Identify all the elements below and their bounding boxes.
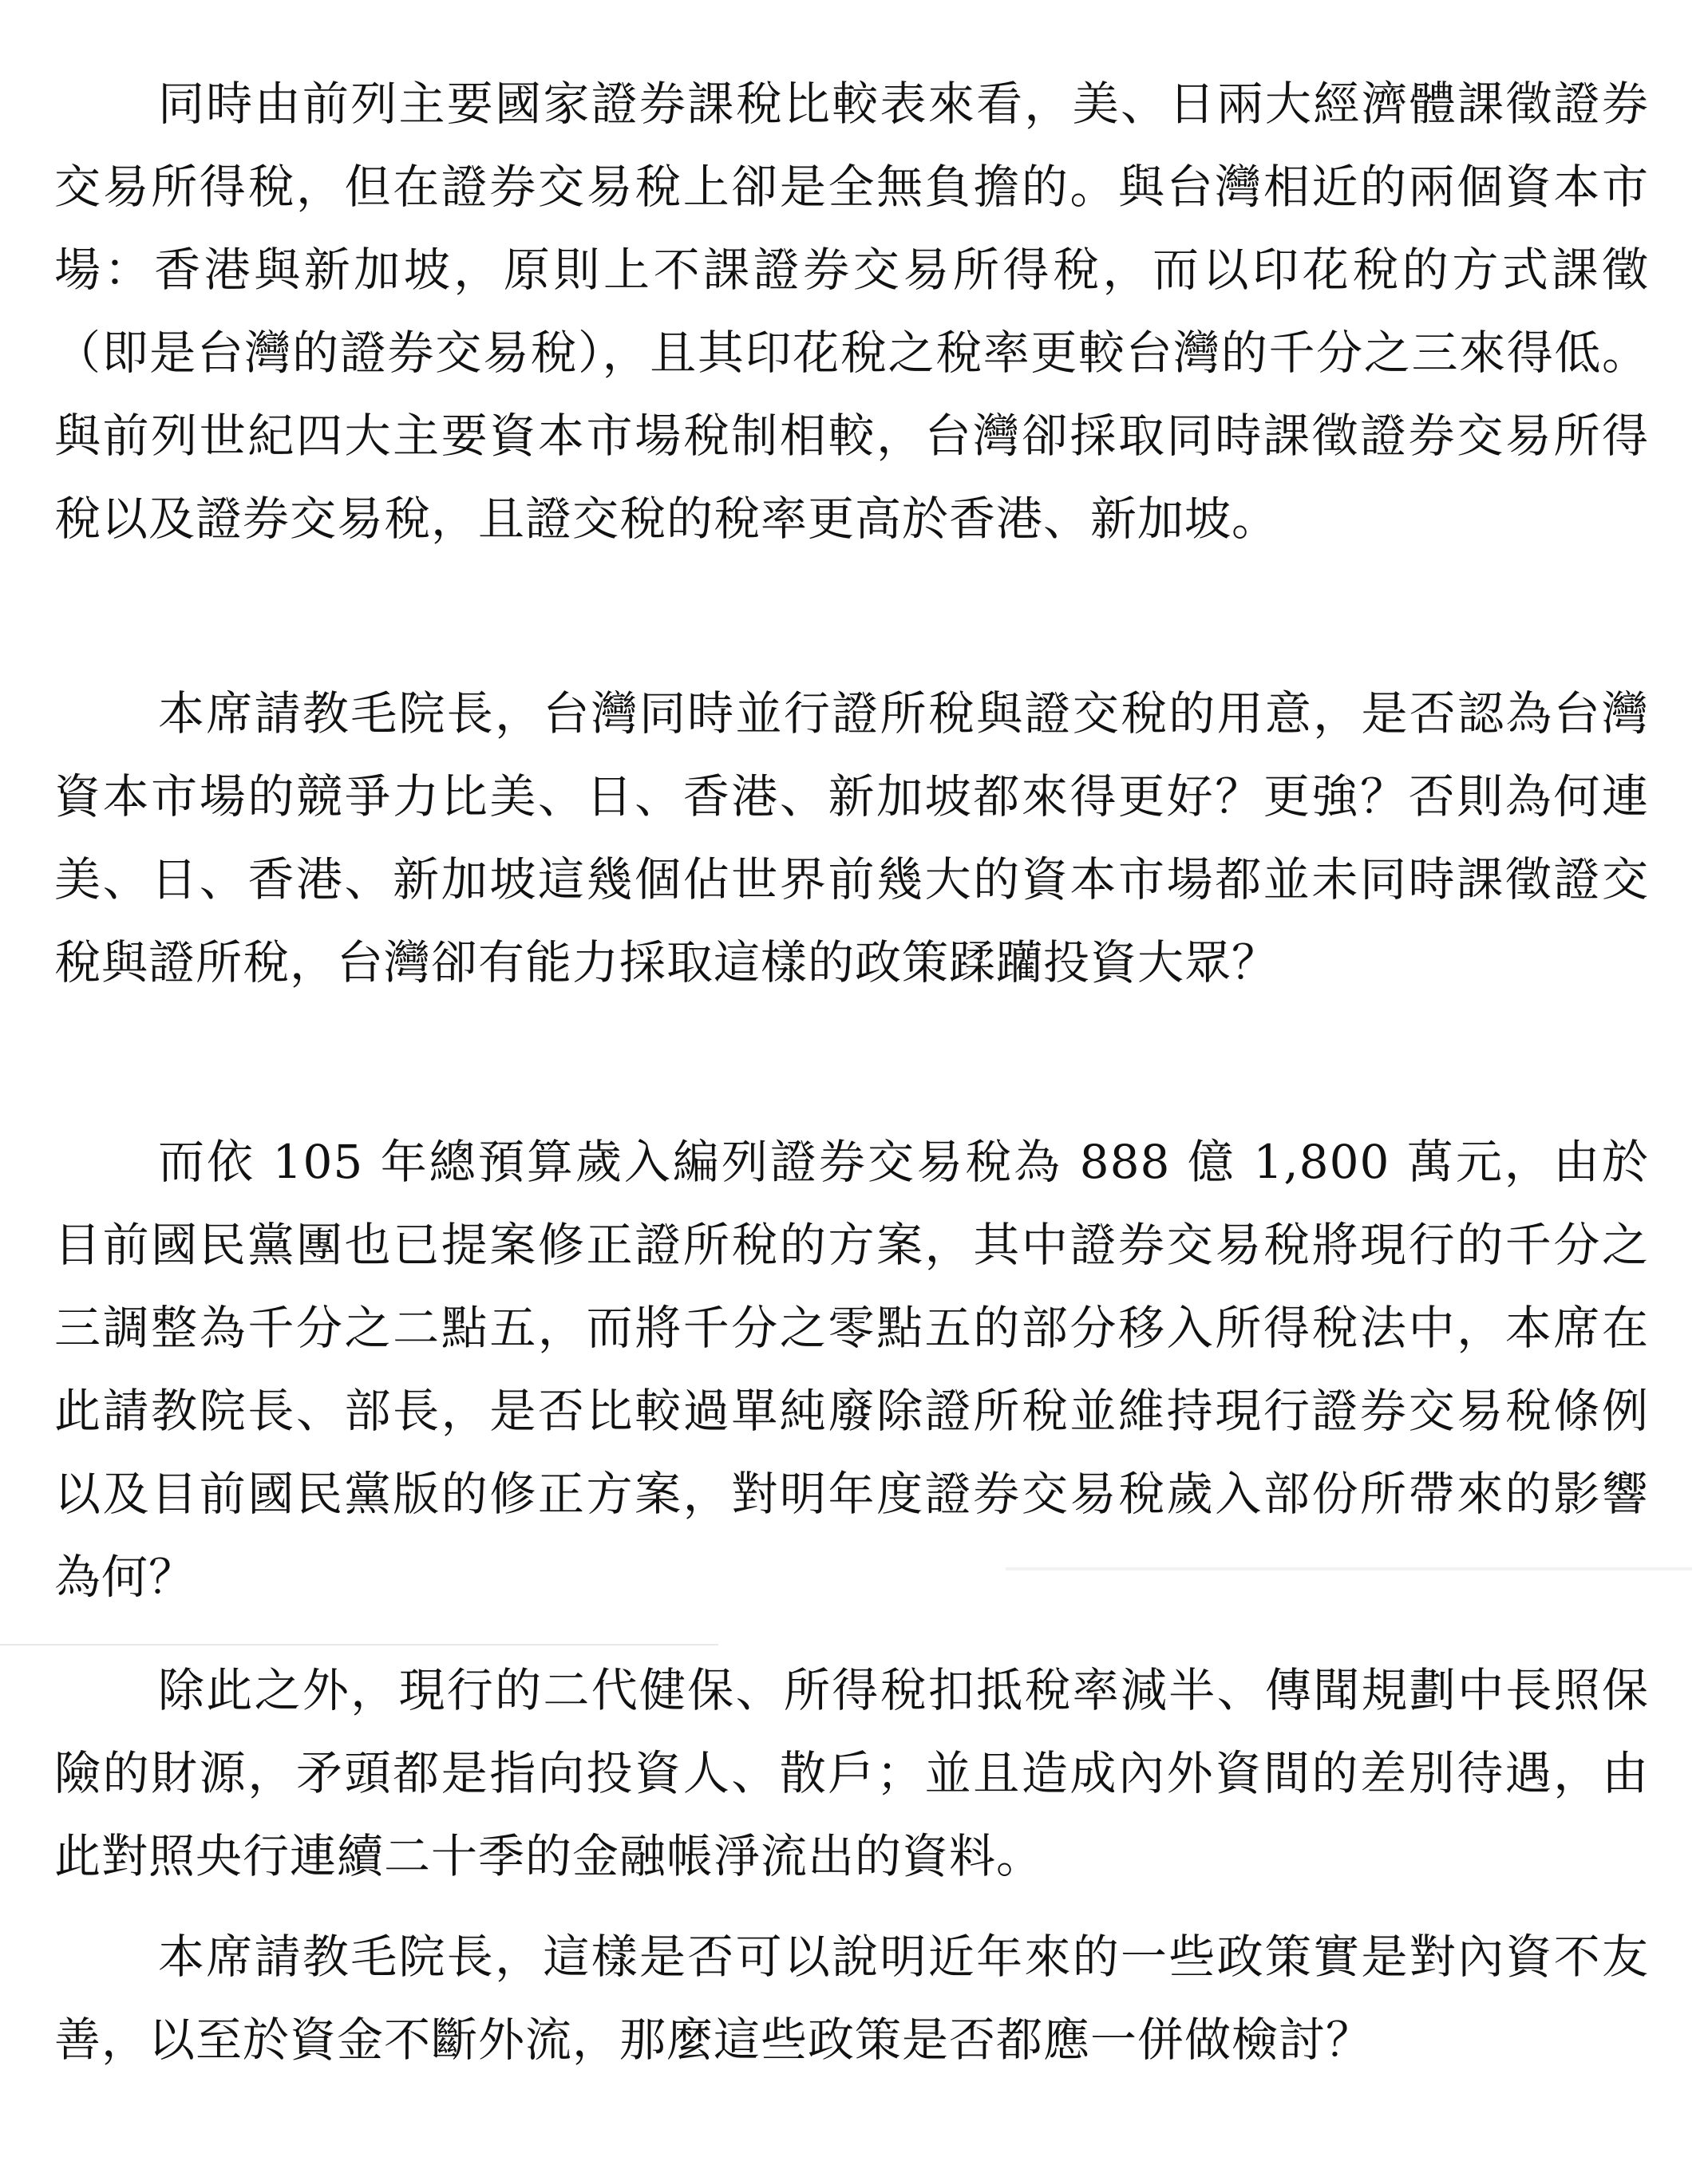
paragraph-3: [54, 1120, 1649, 1618]
paragraph-text: 除此之外，現行的二代健保、所得稅扣抵稅率減半、傳聞規劃中長照保險的財源，矛頭都是指向投資人、散戶；並且造成內外資間的差別待遇，由此對照央行連續二十季的金融帳淨流出的資料。: [54, 1663, 1649, 1883]
scan-artifact-line: [0, 1644, 718, 1645]
paragraph-4: [54, 1649, 1649, 1898]
paragraph-2: [54, 672, 1649, 1004]
paragraph-1: [54, 62, 1649, 560]
paragraph-text: 本席請教毛院長，台灣同時並行證所稅與證交稅的用意，是否認為台灣資本市場的競爭力比美、日、香港、新加坡都來得更好？更強？否則為何連美、日、香港、新加坡這幾個佔世界前幾大的資本市場都並未同時課徵證交稅與證所稅，台灣卻有能力採取這樣的政策蹂躪投資大眾？: [54, 686, 1649, 990]
paragraph-5: [54, 1915, 1649, 2081]
paragraph-text: 同時由前列主要國家證券課稅比較表來看，美、日兩大經濟體課徵證券交易所得稅，但在證券交易稅上卻是全無負擔的。與台灣相近的兩個資本市場：香港與新加坡，原則上不課證券交易所得稅，而以印花稅的方式課徵（即是台灣的證券交易稅），且其印花稅之稅率更較台灣的千分之三來得低。與前列世紀四大主要資本市場稅制相較，台灣卻採取同時課徵證券交易所得稅以及證券交易稅，且證交稅的稅率更高於香港、新加坡。: [54, 77, 1649, 546]
paragraph-text: 本席請教毛院長，這樣是否可以說明近年來的一些政策實是對內資不友善，以至於資金不斷外流，那麼這些政策是否都應一併做檢討？: [54, 1930, 1649, 2067]
paragraph-text: 而依 105 年總預算歲入編列證券交易稅為 888 億 1,800 萬元，由於目前國民黨團也已提案修正證所稅的方案，其中證券交易稅將現行的千分之三調整為千分之二點五，而將千分之零點五的部分移入所得稅法中，本席在此請教院長、部長，是否比較過單純廢除證所稅並維持現行證券交易稅條例以及目前國民黨版的修正方案，對明年度證券交易稅歲入部份所帶來的影響為何？: [54, 1135, 1649, 1604]
